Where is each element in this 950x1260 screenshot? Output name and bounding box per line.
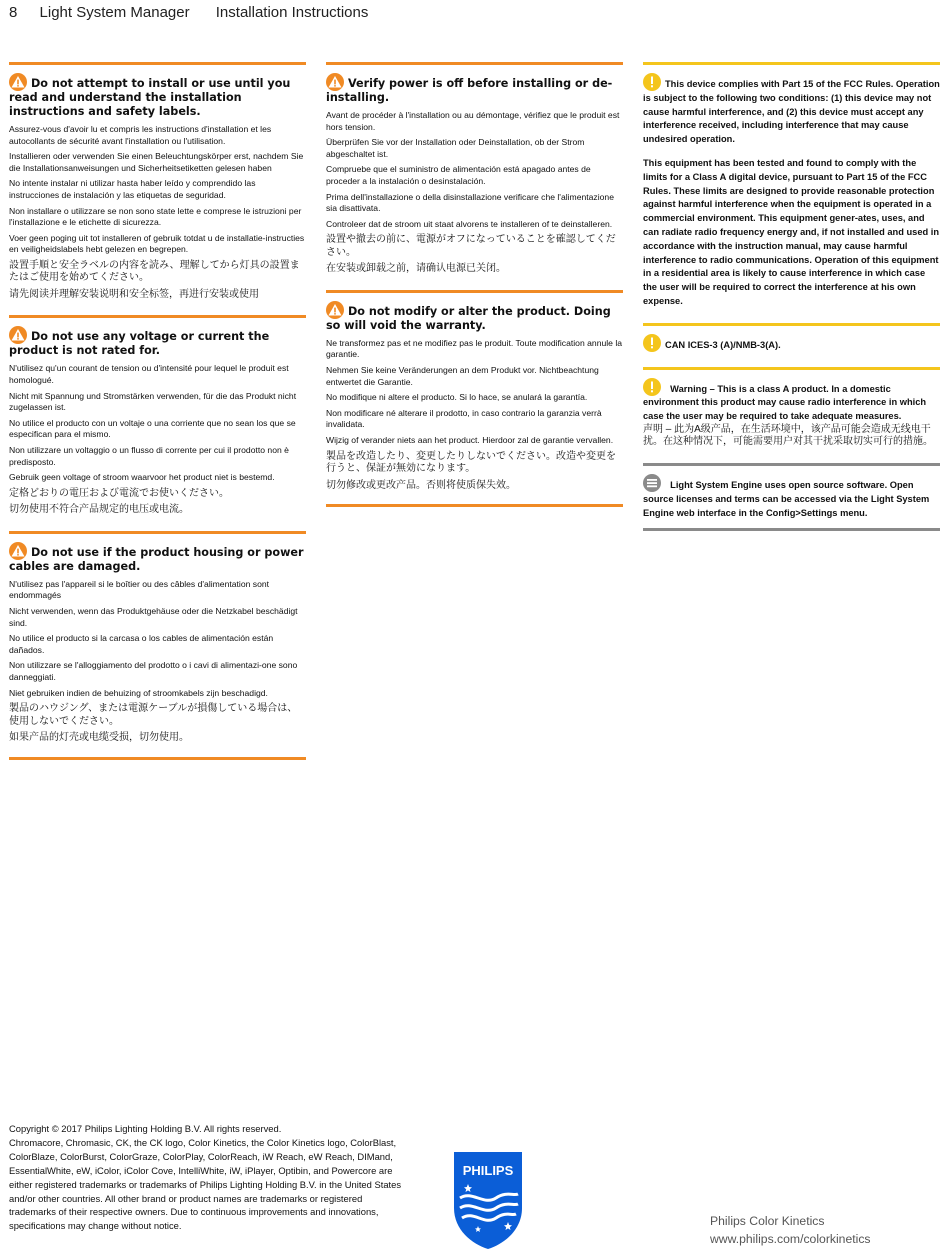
philips-shield-logo [452,1150,524,1250]
translation-nl: Gebruik geen voltage of stroom waarvoor het product niet is bestemd. [9,472,275,483]
translation-fr: Assurez-vous d'avoir lu et compris les instructions d'installation et les autocollants de sécurité avant l'installation ou l'utilisation. [9,124,272,146]
warning-triangle-icon [326,301,344,319]
section-title: Verify power is off before installing or de-installing. [326,77,613,104]
translation-nl: Voer geen poging uit tot installeren of gebruik totdat u de installatie-instructies en veiligheidslabels hebt gelezen en begrepen. [9,232,305,255]
logo-wordmark: PHILIPS [462,1163,514,1178]
translation-nl: Wijzig of verander niets aan het product. Hierdoor zal de garantie vervallen. [326,435,614,445]
translation-de: Nicht mit Spannung und Stromstärken verwenden, für die das Produkt nicht zugelassen ist. [9,390,297,413]
translation-es: Compruebe que el suministro de alimentación está apagado antes de proceder a la instalación o desinstalación. [326,164,591,186]
translation-ja: 製品のハウジング、または電源ケーブルが損傷している場合は、使用しないでください。 [9,703,298,727]
trademark-notice: Chromacore, Chromasic, CK, the CK logo, Color Kinetics, the Color Kinetics logo, ColorBlast, ColorBlaze, ColorBurst, ColorGraze, ColorPlay, ColorReach, iW Reach, eW Reach, DIMand, EssentialWhite, eW, iColor, iColor Cove, IntelliWhite, iW, iPlayer, Optibin, and Powercore are either registered trademarks or trademarks of Philips Lighting Holding B.V. in the United States and/or other countries. All other brand or product names are trademarks or registered trademarks of their respective owners. Due to continuous improvements and innovations, specifications may change without notice. [9,1136,402,1232]
translation-zh: 切勿使用不符合产品规定的电压或电流。 [9,504,189,516]
translation-fr: N'utilisez qu'un courant de tension ou d'intensité pour lequel le produit est homologué. [9,363,289,386]
brand-block [710,1212,871,1248]
brand-name: Philips Color Kinetics [710,1214,825,1228]
page-header [9,4,390,21]
section-title: Do not use any voltage or current the product is not rated for. [9,330,270,358]
copyright-footer [9,1122,409,1233]
fcc-statement: This device complies with Part 15 of the FCC Rules. Operation is subject to the following two conditions: (1) this device may not cause harmful interference, and (2) this device must accept any interference received, including interference that may cause undesired operation. [643,79,940,145]
warning-triangle-icon [326,73,344,91]
translation-nl: Controleer dat de stroom uit staat alvorens te installeren of te deinstalleren. [326,218,613,229]
warning-triangle-icon [9,542,27,560]
translation-de: Überprüfen Sie vor der Installation oder Deinstallation, ob der Strom abgeschaltet ist. [326,137,585,159]
warning-section-voltage [9,315,306,516]
translation-es: No intente instalar ni utilizar hasta haber leído y comprendido las instrucciones de instalación y las etiquetas de seguridad. [9,178,256,200]
translation-ja: 定格どおりの電圧および電流でお使いください。 [9,487,229,499]
warning-section-power-off [326,62,623,276]
info-exclamation-icon [643,73,661,91]
class-a-warning-section [643,367,940,449]
warning-section-read-instructions [9,62,306,301]
translation-de: Installieren oder verwenden Sie einen Beleuchtungskörper erst, nachdem Sie die Installationsanweisungen und Sicherheitsetiketten gelesen haben [9,151,304,173]
ices-section [643,323,940,353]
section-title: Do not modify or alter the product. Doing so will void the warranty. [326,304,611,332]
column-2 [326,62,623,521]
info-exclamation-icon [643,334,661,352]
translation-it: Non utilizzare un voltaggio o un flusso di corrente per cui il prodotto non è predisposto. [9,445,289,467]
translation-fr: Ne transformez pas et ne modifiez pas le produit. Toute modification annule la garantie. [326,337,623,360]
translation-ja: 設置や撤去の前に、電源がオフになっていることを確認してください。 [326,234,616,258]
product-name: Light System Manager [39,4,190,21]
translation-it: Non modificare né alterare il prodotto, in caso contrario la garanzia verrà invalidata. [326,407,602,430]
translation-it: Non installare o utilizzare se non sono state lette e comprese le istruzioni per l'installazione e le etichette di sicurezza. [9,205,302,228]
translation-it: Prima dell'installazione o della disinstallazione verificare che l'alimentazione sia disattivata. [326,191,614,214]
column-1 [9,62,306,774]
translation-ja: 設置手順と安全ラベルの内容を読み、理解してから灯具の設置またはご使用を始めてください。 [9,259,300,284]
translation-nl: Niet gebruiken indien de behuizing of stroomkabels zijn beschadigd. [9,687,268,698]
open-source-section [643,463,940,531]
document-title: Installation Instructions [215,4,369,21]
page-number: 8 [9,4,18,21]
fcc-section [643,62,940,309]
translation-ja: 製品を改造したり、変更したりしないでください。改造や変更を行うと、保証が無効になります。 [326,450,616,475]
translation-fr: Avant de procéder à l'installation ou au démontage, vérifiez que le produit est hors tension. [326,110,620,132]
copyright-line: Copyright © 2017 Philips Lighting Holding B.V. All rights reserved. [9,1123,282,1134]
translation-es: No utilice el producto si la carcasa o los cables de alimentación están dañados. [9,633,274,655]
brand-url[interactable]: www.philips.com/colorkinetics [710,1232,871,1246]
open-source-notice: Light System Engine uses open source software. Open source licenses and terms can be accessed via the Light System Engine web interface in the Config>Settings menu. [643,479,930,518]
warning-triangle-icon [9,326,27,344]
translation-de: Nehmen Sie keine Veränderungen an dem Produkt vor. Nichtbeachtung entwertet die Garantie. [326,365,599,387]
warning-triangle-icon [9,73,27,91]
translation-zh: 如果产品的灯壳或电缆受损，切勿使用。 [9,732,189,744]
section-title: Do not attempt to install or use until you read and understand the installation instructions and safety labels. [9,77,291,118]
warning-section-modify [326,290,623,507]
translation-fr: N'utilisez pas l'appareil si le boîtier ou des câbles d'alimentation sont endommagés [9,578,270,601]
class-a-warning: Warning – This is a class A product. In a domestic environment this product may cause radio interference in which case the user may be required to take adequate measures. [643,383,927,422]
translation-zh: 请先阅读并理解安装说明和安全标签，再进行安装或使用 [9,288,259,300]
info-exclamation-icon [643,378,661,396]
class-a-warning-chinese: 声明 – 此为A级产品，在生活环境中，该产品可能会造成无线电干扰。在这种情况下，可能需要用户对其干扰采取切实可行的措施。 [643,423,933,448]
translation-zh: 在安装或卸载之前，请确认电源已关闭。 [326,263,506,275]
translation-it: Non utilizzare se l'alloggiamento del prodotto o i cavi di alimentazi-one sono danneggiati. [9,660,298,682]
ices-statement: CAN ICES-3 (A)/NMB-3(A). [665,339,781,350]
translation-es: No utilice el producto con un voltaje o una corriente que no sean los que se especifican para el mismo. [9,417,296,440]
section-title: Do not use if the product housing or power cables are damaged. [9,545,304,573]
column-3 [643,62,940,545]
translation-es: No modifique ni altere el producto. Si lo hace, se anulará la garantía. [326,392,588,403]
warning-section-damaged-housing [9,531,306,760]
translation-zh: 切勿修改或更改产品。否则将使质保失效。 [326,479,516,491]
fcc-class-a-statement: This equipment has been tested and found to comply with the limits for a Class A digital device, pursuant to Part 15 of the FCC Rules. These limits are designed to provide reasonable protection against harmful interference when the equipment is operated in a commercial environment. This equipment gener-ates, uses, and can radiate radio frequency energy and, if not installed and used in accordance with the instruction manual, may cause harmful interference to radio communications. Operation of this equipment in a residential area is likely to cause interference in which case the user will be required to correct the interference at his own expense. [643,157,940,306]
translation-de: Nicht verwenden, wenn das Produktgehäuse oder die Netzkabel beschädigt sind. [9,605,298,628]
note-lines-icon [643,474,661,492]
